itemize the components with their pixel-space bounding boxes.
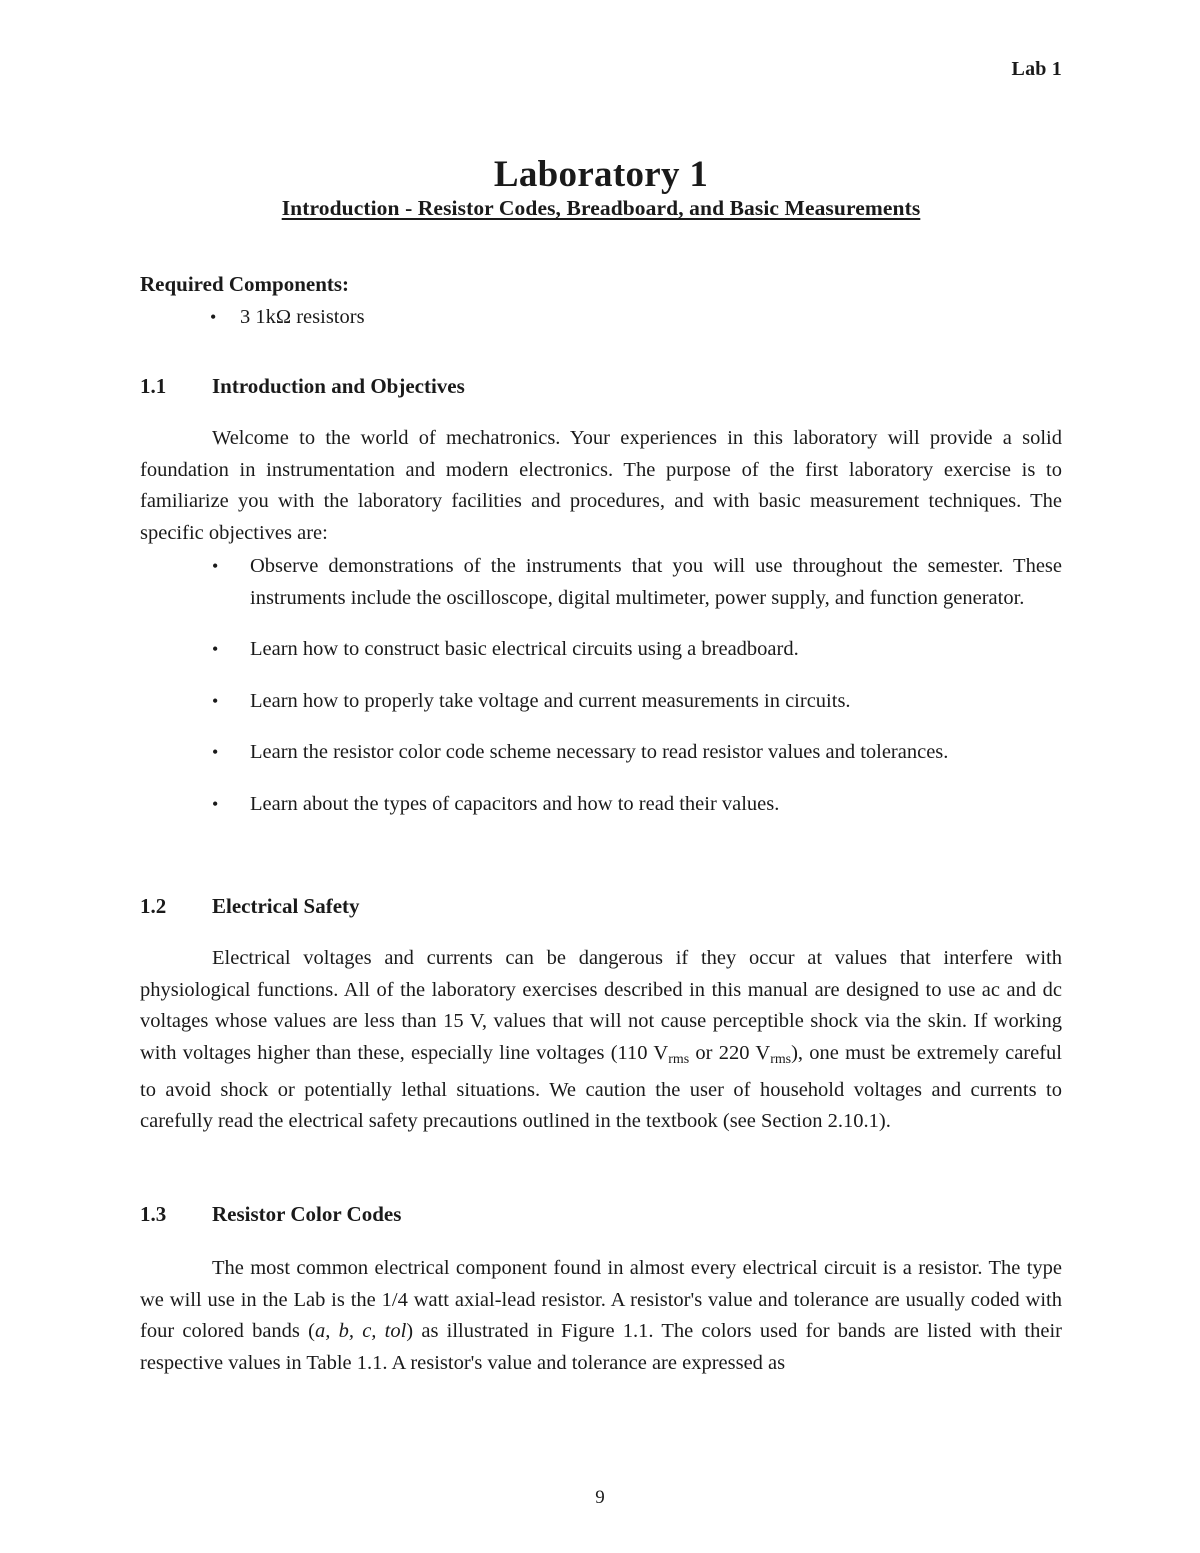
- section-title: Resistor Color Codes: [212, 1202, 402, 1226]
- list-item: [140, 634, 1062, 666]
- section-1-3-body: [140, 1253, 1062, 1379]
- document-subtitle: Introduction - Resistor Codes, Breadboard, and Basic Measurements: [281, 196, 921, 220]
- band-variables: a, b, c, tol: [314, 1320, 407, 1342]
- required-components-heading: Required Components:: [140, 272, 350, 296]
- paragraph-text-part: ) as illustrated in Figure 1.1. The colors used for bands are listed with their respective values in Table 1.1. A resistor's value and tolerance are expressed as: [140, 1320, 1062, 1374]
- list-item-label: Learn how to construct basic electrical circuits using a breadboard.: [250, 638, 799, 660]
- section-number: 1.2: [140, 894, 167, 918]
- bullet-icon: •: [212, 556, 219, 576]
- section-heading-1-2: [140, 894, 1062, 919]
- objectives-list: [140, 551, 1062, 820]
- page-number: 9: [595, 1487, 605, 1508]
- list-item-label: Learn the resistor color code scheme necessary to read resistor values and tolerances.: [250, 741, 949, 763]
- paragraph: Welcome to the world of mechatronics. Your experiences in this laboratory will provide a solid foundation in instrumentation and modern electronics. The purpose of the first laboratory exercise is to familiarize you with the laboratory facilities and procedures, and with basic measurement techniques. The specific objectives are:: [140, 427, 1062, 544]
- section-1-1-body: [140, 423, 1062, 549]
- section-title: Electrical Safety: [212, 894, 360, 918]
- list-item-label: 3 1kΩ resistors: [240, 306, 365, 328]
- section-heading-1-3: [140, 1202, 1062, 1227]
- bullet-icon: •: [212, 742, 219, 762]
- list-item: [140, 302, 1062, 334]
- paragraph-text-part: The most common electrical component found in almost every electrical circuit is a resistor. The type we will use in the Lab is the 1/4 watt axial-lead resistor. A resistor's value and tolerance are usually coded with four colored bands (: [140, 1257, 1062, 1342]
- section-number: 1.1: [140, 374, 167, 398]
- bullet-icon: •: [212, 639, 219, 659]
- section-1-2-body: [140, 943, 1062, 1138]
- bullet-icon: •: [212, 690, 219, 711]
- bullet-icon: •: [210, 307, 217, 327]
- section-title: Introduction and Objectives: [212, 374, 465, 398]
- list-item: [140, 551, 1062, 614]
- list-item-label: Observe demonstrations of the instruments that you will use throughout the semester. These instruments include the oscilloscope, digital multimeter, power supply, and function generator.: [250, 555, 1062, 609]
- paragraph-text-part: Electrical voltages and currents can be dangerous if they occur at values that interfere with physiological functions. All of the laboratory exercises described in this manual are designed to use ac and dc voltages whose values are less than 15 V, values that will not cause perceptible shock via the skin. If working with voltages higher than these, especially line voltages (110 V: [140, 947, 1062, 1064]
- running-header: Lab 1: [1011, 58, 1062, 80]
- section-heading-1-1: [140, 374, 1062, 399]
- list-item-label: Learn how to properly take voltage and current measurements in circuits.: [250, 689, 851, 712]
- paragraph: [140, 943, 1062, 1138]
- bullet-icon: •: [212, 793, 219, 814]
- paragraph: [140, 1253, 1062, 1379]
- subscript-rms: rms: [668, 1051, 690, 1067]
- list-item: [140, 789, 1062, 821]
- required-components-section: [140, 272, 1062, 334]
- page-title: Laboratory 1: [493, 153, 709, 195]
- list-item: [140, 686, 1062, 718]
- list-item: [140, 737, 1062, 769]
- paragraph-text-part: ), one must be extremely careful to avoid shock or potentially lethal situations. We caution the user of household voltages and currents to carefully read the electrical safety precautions outlined in the textbook (see Section 2.10.1).: [140, 1041, 1062, 1133]
- required-components-list: [140, 302, 1062, 334]
- paragraph-text-part: or 220 V: [689, 1041, 771, 1064]
- list-item-label: Learn about the types of capacitors and how to read their values.: [250, 792, 780, 815]
- subscript-rms: rms: [770, 1051, 792, 1067]
- section-number: 1.3: [140, 1202, 167, 1226]
